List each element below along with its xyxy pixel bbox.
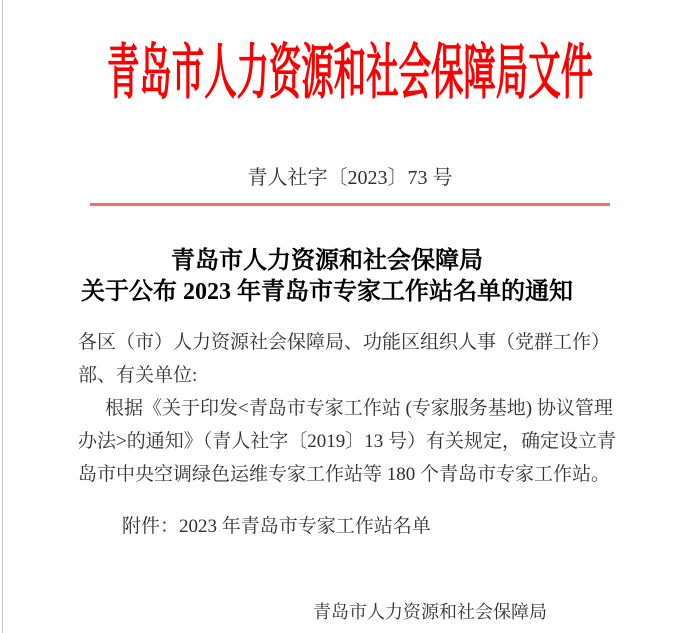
salutation-line-1: 各区（市）人力资源社会保障局、功能区组织人事（党群工作） [78, 332, 611, 353]
issuing-agency-signature: 青岛市人力资源和社会保障局 [313, 602, 547, 622]
salutation-line-2: 部、有关单位: [78, 365, 198, 386]
document-reference-number: 青人社字〔2023〕73 号 [247, 167, 453, 189]
paragraph-line-3: 岛市中央空调绿色运维专家工作站等 180 个青岛市专家工作站。 [78, 464, 611, 485]
paragraph-line-2: 办法>的通知》（青人社字〔2019〕13 号）有关规定，确定设立青 [78, 431, 616, 452]
attachment-note: 附件：2023 年青岛市专家工作站名单 [122, 516, 431, 537]
notice-body [78, 326, 638, 491]
notice-title-line-1: 青岛市人力资源和社会保障局 [171, 248, 483, 274]
paragraph-line-1: 根据《关于印发<青岛市专家工作站 (专家服务基地) 协议管理 [105, 398, 613, 419]
red-header-banner [0, 24, 700, 112]
notice-title-line-2: 关于公布 2023 年青岛市专家工作站名单的通知 [81, 279, 573, 305]
issuing-agency-header: 青岛市人力资源和社会保障局文件 [106, 40, 593, 106]
notice-title [0, 246, 700, 308]
red-separator-line [90, 203, 610, 206]
